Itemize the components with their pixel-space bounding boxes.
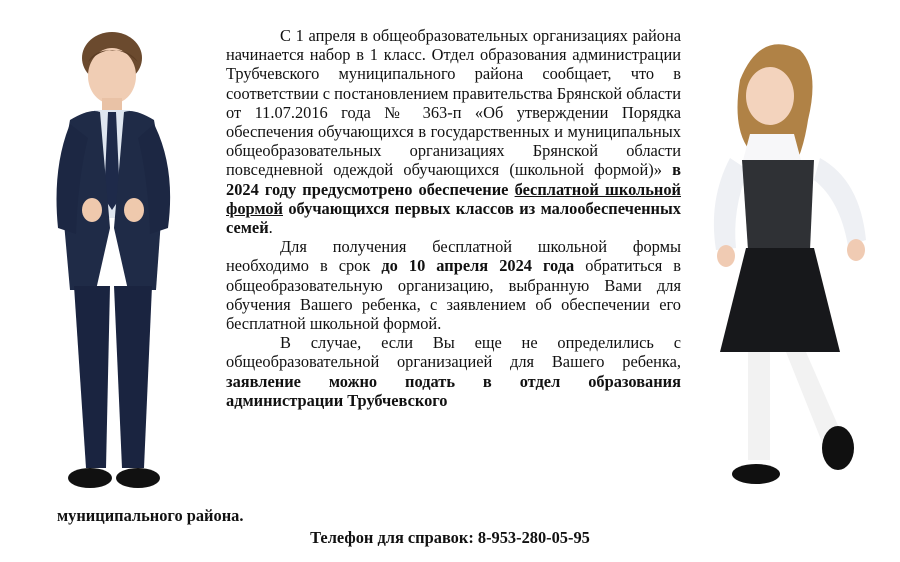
p1-bold: в 2024 году предусмотрено обеспечение — [226, 160, 681, 199]
p1-bold-underline: бесплатной школьной формой — [226, 179, 681, 218]
girl-in-school-uniform-image — [690, 30, 880, 510]
notice-text — [226, 26, 681, 410]
phone-line: Телефон для справок: 8-953-280-05-95 — [310, 528, 590, 547]
deadline: до 10 апреля 2024 года — [381, 256, 575, 276]
p2-text: Для получения бесплатной школьной формы необходимо в срок — [226, 237, 681, 276]
boy-in-school-suit-image — [30, 28, 200, 498]
notice-tail: муниципального района. — [57, 506, 244, 525]
p1-period: . — [268, 218, 273, 238]
p2-text-2: обратиться в общеобразовательную организацию, выбранную Вами для обучения Вашего ребенка, с заявлением об обеспечении его бесплатной школьной формой. — [226, 256, 682, 334]
paragraph-1 — [226, 26, 681, 237]
paragraph-3 — [226, 333, 681, 410]
p1-text: С 1 апреля в общеобразовательных организациях района начинается набор в 1 класс. Отдел образования администрации Трубчевского муниципального района сообщает, что в соответствии с постановлением правительства Брянской области от 11.07.2016 года № 363-п «Об утверждении Порядка обеспечения обучающихся в государственных и муниципальных общеобразовательных организациях Брянской области повседневной одеждой обучающихся (школьной формой)» — [226, 26, 681, 180]
paragraph-2 — [226, 237, 681, 333]
p3-bold: заявление можно подать в отдел образования администрации Трубчевского — [226, 371, 681, 410]
p1-bold-2: обучающихся первых классов из малообеспеченных семей — [226, 198, 681, 238]
p3-text: В случае, если Вы еще не определились с общеобразовательной организацией для Вашего ребенка, — [226, 333, 681, 372]
